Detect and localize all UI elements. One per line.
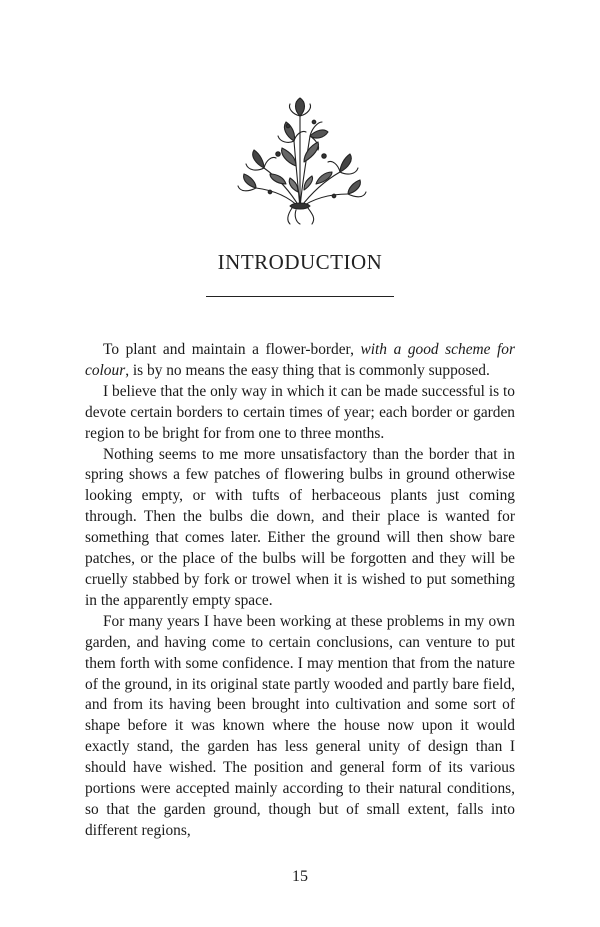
title-divider — [206, 296, 394, 297]
page-number: 15 — [292, 868, 308, 885]
paragraph: I believe that the only way in which it can be made successful is to devote certain borders to certain times of year; each border or garden region to be bright for from one to three months. — [85, 382, 515, 442]
paragraph-text: , is by no means the easy thing that is commonly supposed. — [125, 361, 490, 379]
chapter-title: INTRODUCTION — [217, 250, 383, 274]
paragraph-text: To plant and maintain a flower-border, — [103, 341, 361, 358]
paragraph: For many years I have been working at these problems in my own garden, and having come to certain conclusions, can venture to put them forth with some confidence. I may mention that from the nature of the ground, in its original state partly wooded and partly bare field, and from its having been brought into cultivation and some sort of shape before it was known where the house now upon it would exactly stand, the garden has less general unity of design than I should have wished. The position and general form of its various portions were accepted mainly according to their natural conditions, so that the garden ground, though but of small extent, falls into different regions, — [85, 612, 515, 839]
flower-bouquet-icon — [230, 96, 370, 226]
body-text — [85, 340, 515, 842]
paragraph — [85, 340, 515, 382]
paragraph: Nothing seems to me more unsatisfactory than the border that in spring shows a few patches of flowering bulbs in ground otherwise looking empty, or with tufts of herbaceous plants just coming through. Then the bulbs die down, and their place is wanted for something that comes later. Either the ground will then show bare patches, or the place of the bulbs will be forgotten and they will be cruelly stabbed by fork or trowel when it is wished to put something in the apparently empty space. — [85, 445, 515, 609]
italic-phrase: with a good scheme for colour — [85, 341, 515, 379]
